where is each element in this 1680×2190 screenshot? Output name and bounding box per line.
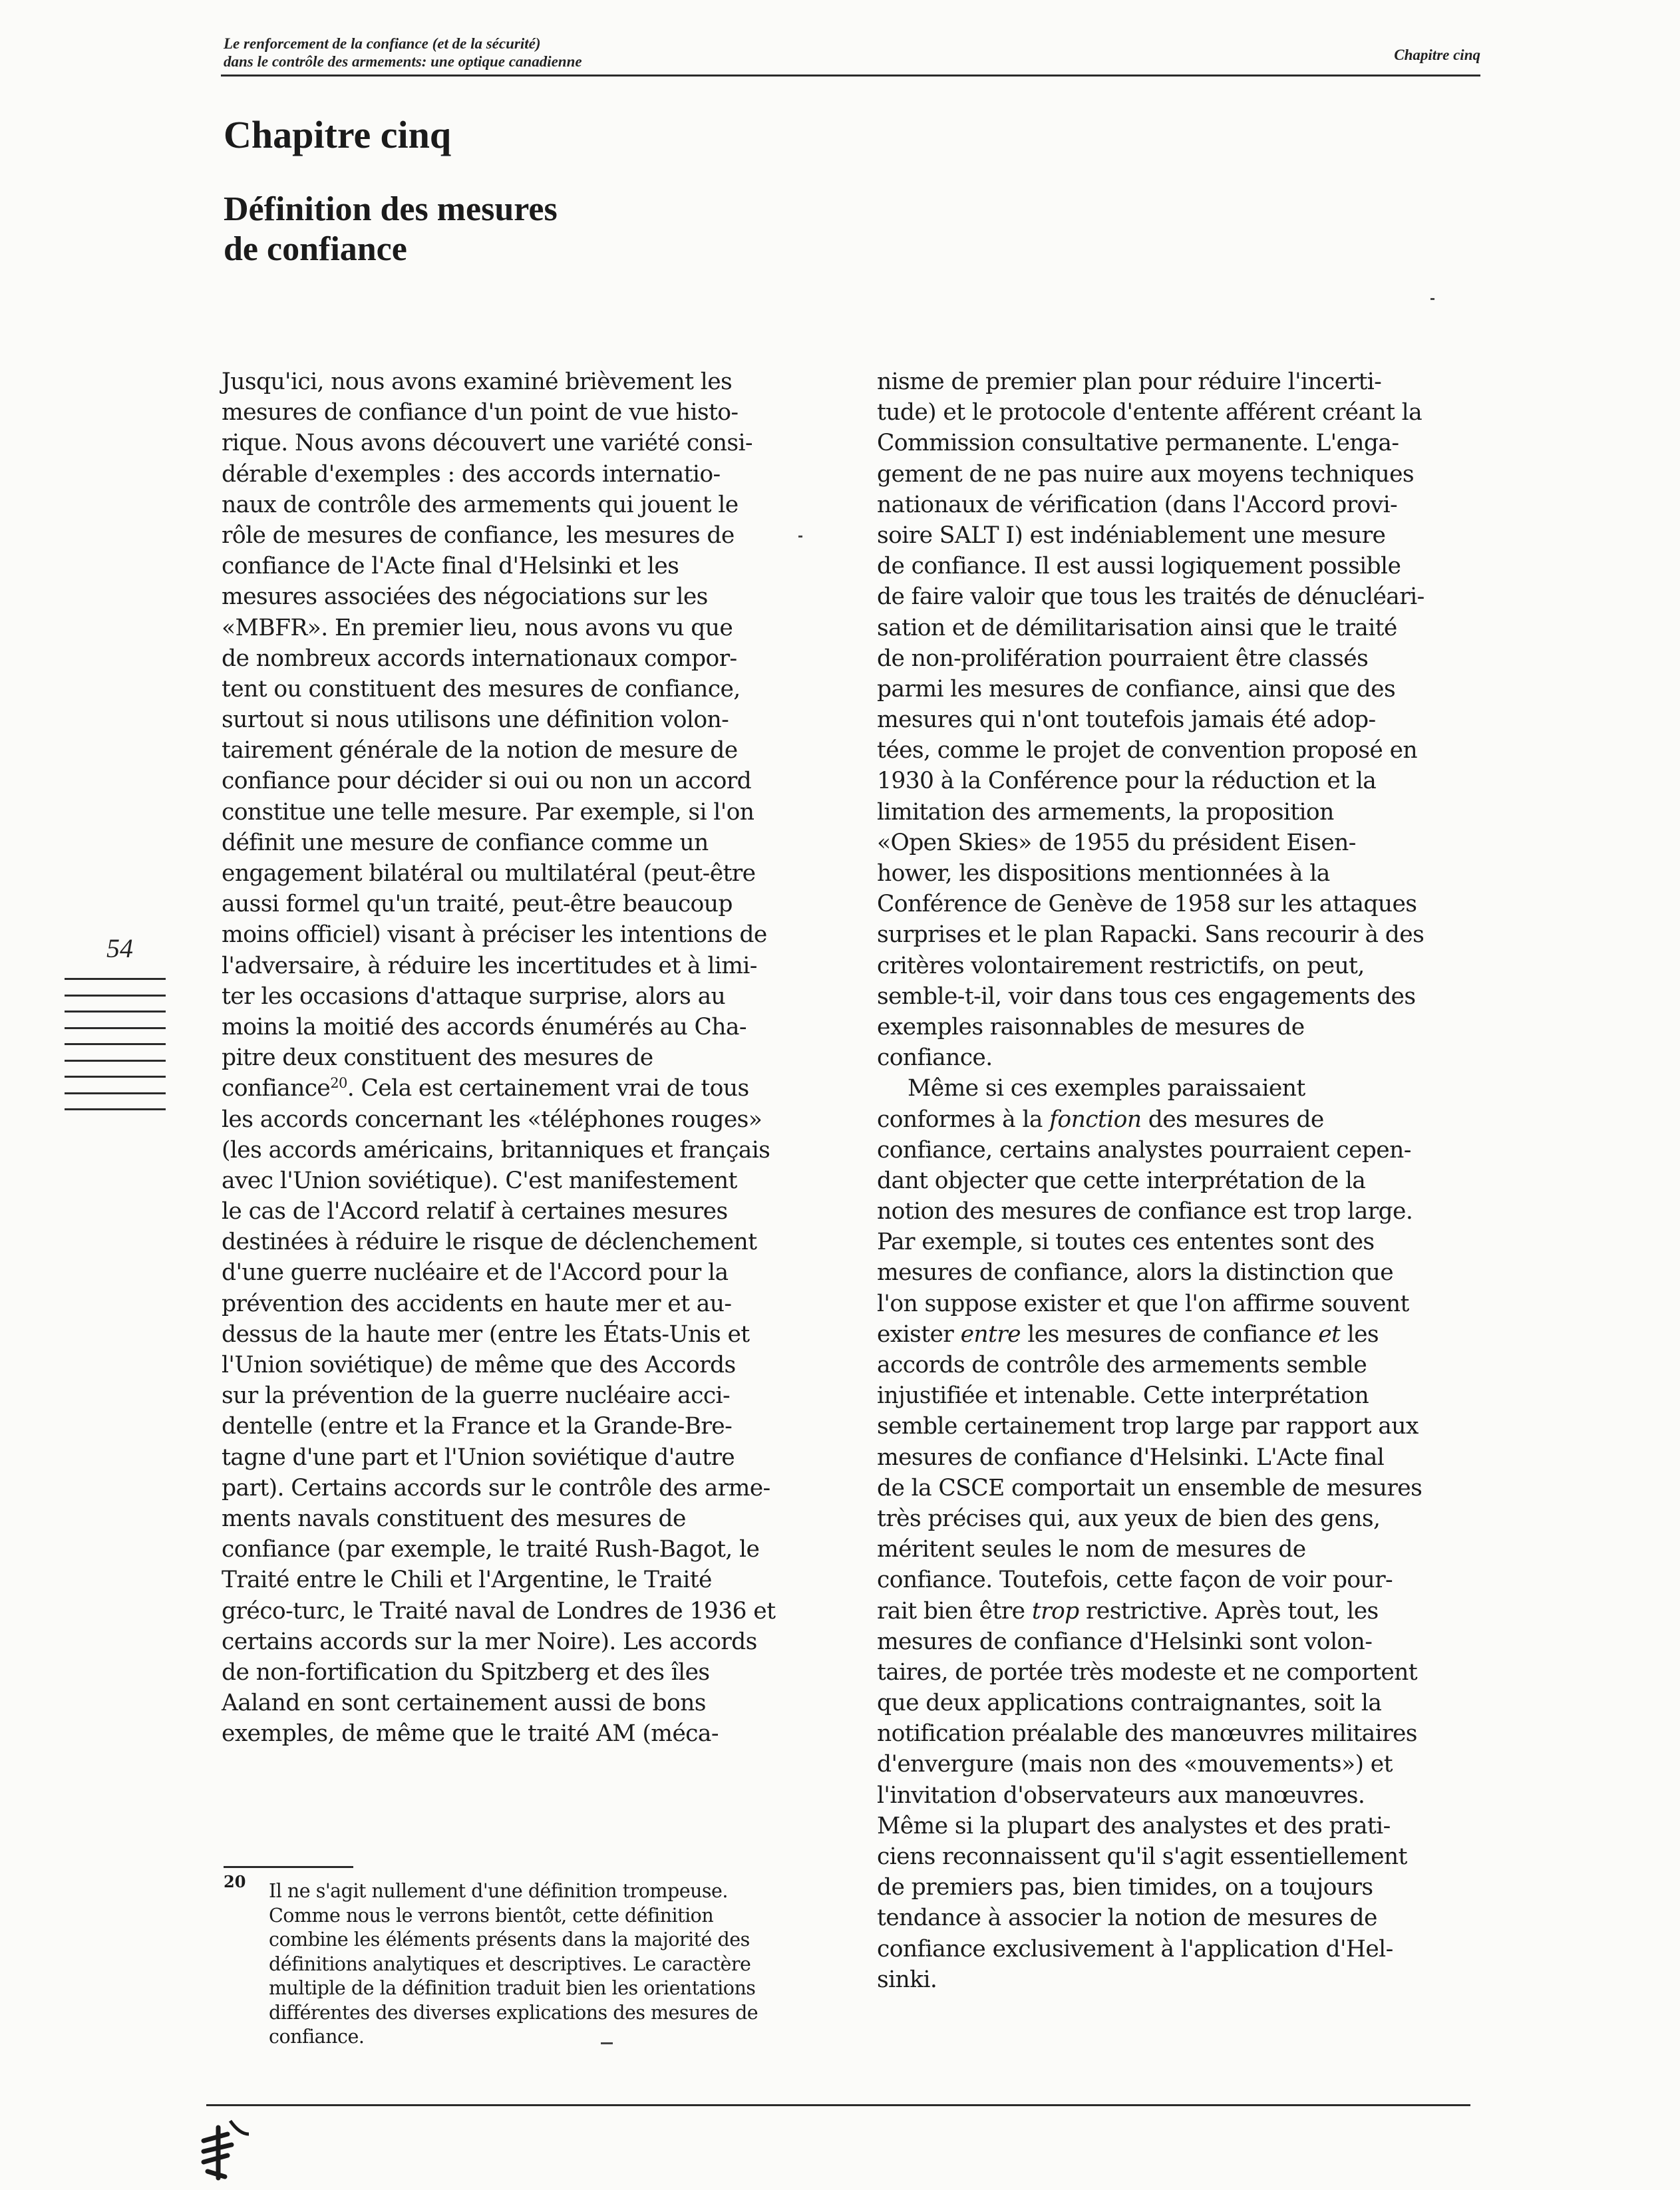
text-line: Par exemple, si toutes ces ententes sont des (877, 1229, 1375, 1256)
text-line: rôle de mesures de confiance, les mesures de (222, 522, 735, 549)
text-line: confiance. (269, 2026, 365, 2048)
scan-speck (798, 536, 802, 538)
text-line: avec l'Union soviétique). C'est manifestement (222, 1167, 737, 1194)
text-line: de faire valoir que tous les traités de dénucléari- (877, 583, 1425, 611)
text-line: soire SALT I) est indéniablement une mesure (877, 522, 1386, 549)
text-line: dentelle (entre et la France et la Grande-Bre- (222, 1413, 733, 1440)
text-line: dant objecter que cette interprétation de la (877, 1167, 1366, 1194)
page-number: 54 (106, 933, 133, 963)
text-line: l'invitation d'observateurs aux manœuvres. (877, 1782, 1365, 1809)
text-line (877, 1596, 1476, 1627)
text-line: taires, de portée très modeste et ne comportent (877, 1658, 1418, 1686)
text-line: ter les occasions d'attaque surprise, alors au (222, 983, 726, 1010)
text-span: restrictive. Après tout, les (1079, 1597, 1379, 1625)
text-line (877, 1104, 1476, 1135)
text-line: hower, les dispositions mentionnées à la (877, 860, 1330, 887)
text-line: définit une mesure de confiance comme un (222, 829, 709, 856)
text-line: ments navals constituent des mesures de (222, 1505, 686, 1532)
text-line: prévention des accidents en haute mer et au- (222, 1290, 732, 1317)
margin-bar (65, 1027, 166, 1029)
text-line: confiance de l'Acte final d'Helsinki et les (222, 553, 679, 580)
text-line: très précises qui, aux yeux de bien des gens, (877, 1505, 1381, 1532)
text-line: de confiance. Il est aussi logiquement possible (877, 553, 1401, 580)
text-line: Même si la plupart des analystes et des prati- (877, 1812, 1391, 1839)
margin-bar (65, 995, 166, 997)
text-line: «Open Skies» de 1955 du président Eisen- (877, 829, 1356, 856)
text-line: destinées à réduire le risque de déclenchement (222, 1229, 757, 1256)
text-span: conformes à la (877, 1106, 1050, 1133)
text-line: pitre deux constituent des mesures de (222, 1044, 653, 1072)
margin-bar (65, 1108, 166, 1110)
text-line: l'adversaire, à réduire les incertitudes et à limi- (222, 952, 757, 979)
text-line (222, 1073, 820, 1104)
text-line: Commission consultative permanente. L'enga- (877, 430, 1399, 457)
text-line: l'on suppose exister et que l'on affirme souvent (877, 1290, 1409, 1317)
text-span: les (1340, 1321, 1379, 1348)
text-line: combine les éléments présents dans la majorité des (269, 1929, 750, 1951)
running-header-line: Le renforcement de la confiance (et de la sécurité) (224, 35, 541, 52)
text-line: tude) et le protocole d'entente afférent créant la (877, 399, 1423, 426)
text-line: Aaland en sont certainement aussi de bons (222, 1690, 706, 1717)
text-line: de la CSCE comportait un ensemble de mesures (877, 1474, 1423, 1501)
text-line: l'Union soviétique) de même que des Accords (222, 1352, 736, 1378)
running-header-title (224, 35, 1022, 71)
text-line: nisme de premier plan pour réduire l'incerti- (877, 369, 1382, 395)
text-line: sur la prévention de la guerre nucléaire acci- (222, 1382, 731, 1410)
text-line: que deux applications contraignantes, soit la (877, 1690, 1382, 1717)
text-line: dessus de la haute mer (entre les États-Unis et (222, 1321, 750, 1348)
text-line: mesures de confiance d'Helsinki. L'Acte final (877, 1444, 1385, 1471)
text-line: engagement bilatéral ou multilatéral (peut-être (222, 860, 756, 887)
text-span: et (1318, 1321, 1341, 1348)
text-line: confiance. Toutefois, cette façon de voir pour- (877, 1567, 1393, 1594)
text-line (877, 1319, 1476, 1350)
text-line: rique. Nous avons découvert une variété consi- (222, 430, 753, 457)
text-line: limitation des armements, la proposition (877, 798, 1334, 826)
text-line: confiance (par exemple, le traité Rush-Bagot, le (222, 1536, 760, 1563)
margin-bar (65, 1011, 166, 1013)
text-line: parmi les mesures de confiance, ainsi que des (877, 675, 1396, 703)
running-header-line: dans le contrôle des armements: une optique canadienne (224, 53, 582, 70)
text-line: sation et de démilitarisation ainsi que le traité (877, 614, 1397, 641)
text-line: (les accords américains, britanniques et français (222, 1136, 770, 1164)
margin-bar (65, 1060, 166, 1062)
bottom-rule (206, 2104, 1470, 2106)
scan-speck (601, 2042, 613, 2044)
text-line: Conférence de Genève de 1958 sur les attaques (877, 891, 1417, 918)
text-line: moins officiel) visant à préciser les intentions de (222, 921, 767, 949)
text-line: injustifiée et intenable. Cette interprétation (877, 1382, 1369, 1410)
header-rule (221, 75, 1480, 77)
text-line: certains accords sur la mer Noire). Les accords (222, 1628, 757, 1655)
text-line: de nombreux accords internationaux compor- (222, 645, 737, 672)
text-line: mesures de confiance d'un point de vue histo- (222, 399, 739, 426)
text-line: Jusqu'ici, nous avons examiné brièvement les (222, 369, 733, 395)
footnote-ref: 20 (330, 1075, 347, 1092)
margin-bar (65, 1076, 166, 1078)
right-column (877, 367, 1476, 1995)
margin-bar (65, 1092, 166, 1094)
text-line: multiple de la définition traduit bien les orientations (269, 1977, 756, 1999)
text-line: exemples raisonnables de mesures de (877, 1013, 1305, 1040)
text-span: les mesures de confiance (1020, 1321, 1319, 1348)
text-line: nationaux de vérification (dans l'Accord provi- (877, 491, 1398, 518)
text-span: . Cela est certainement vrai de tous (347, 1075, 749, 1102)
publisher-logo-icon (198, 2114, 252, 2181)
text-line: de non-prolifération pourraient être classés (877, 645, 1369, 672)
text-span: trop (1031, 1597, 1079, 1625)
text-line: exemples, de même que le traité AM (méca- (222, 1720, 719, 1748)
text-line: sinki. (877, 1966, 937, 1993)
text-line: confiance exclusivement à l'application d'Hel- (877, 1935, 1393, 1962)
text-line: notification préalable des manœuvres militaires (877, 1720, 1417, 1748)
footnote-rule (224, 1866, 353, 1868)
text-line: accords de contrôle des armements semble (877, 1352, 1367, 1378)
text-line: semble certainement trop large par rapport aux (877, 1413, 1419, 1440)
text-line: moins la moitié des accords énumérés au Cha- (222, 1013, 747, 1040)
text-line: mesures associées des négociations sur les (222, 583, 708, 611)
text-line: tairement générale de la notion de mesure de (222, 737, 738, 764)
text-line: d'envergure (mais non des «mouvements») et (877, 1751, 1393, 1778)
margin-bar (65, 1043, 166, 1045)
text-line: Traité entre le Chili et l'Argentine, le Traité (222, 1567, 712, 1594)
text-line: ciens reconnaissent qu'il s'agit essentiellement (877, 1843, 1407, 1870)
text-line: aussi formel qu'un traité, peut-être beaucoup (222, 891, 733, 918)
text-line: «MBFR». En premier lieu, nous avons vu que (222, 614, 733, 641)
text-line: tent ou constituent des mesures de confiance, (222, 675, 741, 703)
text-line: confiance, certains analystes pourraient cepen- (877, 1136, 1411, 1164)
text-line: le cas de l'Accord relatif à certaines mesures (222, 1198, 728, 1225)
text-line: dérable d'exemples : des accords internatio- (222, 460, 721, 488)
text-line: Comme nous le verrons bientôt, cette définition (269, 1904, 714, 1927)
text-span: fonction (1049, 1106, 1142, 1133)
section-title (224, 190, 822, 269)
text-line: de non-fortification du Spitzberg et des îles (222, 1658, 710, 1686)
text-line: semble-t-il, voir dans tous ces engagements des (877, 983, 1416, 1010)
text-line: surprises et le plan Rapacki. Sans recourir à des (877, 921, 1425, 949)
margin-decoration (65, 978, 166, 1125)
text-line: gréco-turc, le Traité naval de Londres de 1936 et (222, 1597, 776, 1625)
section-title-line: Définition des mesures (224, 190, 558, 228)
text-span: entre (960, 1321, 1021, 1348)
scan-speck (1430, 298, 1434, 300)
text-span: confiance (222, 1075, 331, 1102)
text-line: surtout si nous utilisons une définition volon- (222, 706, 729, 734)
text-line: de premiers pas, bien timides, on a toujours (877, 1874, 1373, 1901)
text-line: gement de ne pas nuire aux moyens techniques (877, 460, 1415, 488)
section-title-line: de confiance (224, 230, 407, 268)
text-line: mesures qui n'ont toutefois jamais été adop- (877, 706, 1376, 734)
left-column (222, 367, 820, 1749)
text-line: les accords concernant les «téléphones rouges» (222, 1106, 762, 1133)
text-line: tendance à associer la notion de mesures de (877, 1905, 1377, 1932)
text-line: confiance pour décider si oui ou non un accord (222, 768, 752, 795)
text-line: naux de contrôle des armements qui jouent le (222, 491, 739, 518)
text-line: critères volontairement restrictifs, on peut, (877, 952, 1365, 979)
text-line: définitions analytiques et descriptives. Le caractère (269, 1953, 751, 1975)
text-line: Même si ces exemples paraissaient (908, 1075, 1305, 1102)
chapter-label: Chapitre cinq (224, 113, 452, 156)
running-header-chapter: Chapitre cinq (1394, 47, 1480, 63)
text-span: rait bien être (877, 1597, 1032, 1625)
text-line: part). Certains accords sur le contrôle des arme- (222, 1474, 770, 1501)
text-line: tées, comme le projet de convention proposé en (877, 737, 1418, 764)
text-span: exister (877, 1321, 961, 1348)
text-line: mesures de confiance, alors la distinction que (877, 1259, 1394, 1287)
text-span: des mesures de (1141, 1106, 1324, 1133)
footnote-text (269, 1879, 828, 2050)
margin-bar (65, 978, 166, 980)
text-line: constitue une telle mesure. Par exemple, si l'on (222, 798, 755, 826)
text-line: Il ne s'agit nullement d'une définition trompeuse. (269, 1880, 728, 1902)
text-line: 1930 à la Conférence pour la réduction et la (877, 768, 1377, 795)
text-line: d'une guerre nucléaire et de l'Accord pour la (222, 1259, 729, 1287)
footnote-number: 20 (224, 1872, 246, 1891)
text-line: différentes des diverses explications des mesures de (269, 2001, 758, 2024)
text-line: confiance. (877, 1044, 993, 1072)
text-line: méritent seules le nom de mesures de (877, 1536, 1306, 1563)
text-line: mesures de confiance d'Helsinki sont volon- (877, 1628, 1373, 1655)
text-line: tagne d'une part et l'Union soviétique d'autre (222, 1444, 735, 1471)
text-line: notion des mesures de confiance est trop large. (877, 1198, 1413, 1225)
